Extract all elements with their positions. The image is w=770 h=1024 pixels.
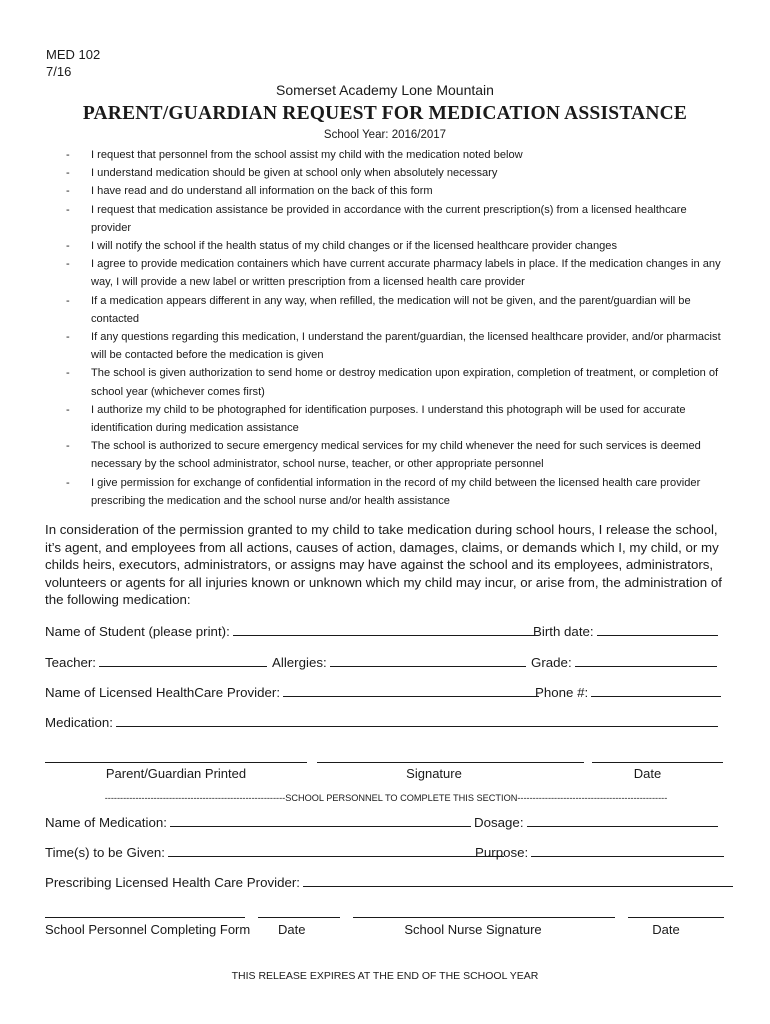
purpose-line[interactable]: [531, 844, 724, 857]
medication-label: Medication:: [45, 715, 113, 730]
personnel-date-line[interactable]: [258, 917, 340, 918]
term-text: I give permission for exchange of confidential information in the record of my child between the licensed health care provider prescribing the medication and the school nurse and/or health assistance: [91, 476, 701, 507]
term-text: I have read and do understand all information on the back of this form: [91, 185, 433, 198]
birth-date-label: Birth date:: [533, 624, 594, 639]
term-item: [66, 437, 726, 473]
bullet-dash: -: [66, 240, 70, 253]
term-item: [66, 182, 726, 200]
student-name-line[interactable]: [233, 623, 537, 636]
term-text: I authorize my child to be photographed for identification purposes. I understand this photograph will be used for accurate identification during medication assistance: [91, 403, 686, 435]
term-item: [66, 292, 726, 328]
term-text: I understand medication should be given at school only when absolutely necessary: [91, 167, 498, 180]
form-date: 7/16: [46, 64, 72, 79]
school-year: School Year: 2016/2017: [323, 129, 447, 141]
dosage-field[interactable]: [474, 814, 718, 830]
school-name: Somerset Academy Lone Mountain: [276, 82, 494, 98]
bullet-dash: -: [66, 331, 70, 344]
personnel-signature-caption: School Personnel Completing Form: [45, 922, 251, 937]
birth-date-line[interactable]: [597, 623, 718, 636]
parent-date-caption: Date: [633, 766, 662, 781]
grade-field[interactable]: [531, 654, 717, 670]
bullet-dash: -: [66, 258, 70, 271]
bullet-dash: -: [66, 294, 70, 307]
grade-label: Grade:: [531, 655, 572, 670]
form-title: PARENT/GUARDIAN REQUEST FOR MEDICATION ASSISTANCE: [82, 103, 688, 124]
student-name-label: Name of Student (please print):: [45, 624, 230, 639]
term-text: If a medication appears different in any way, when refilled, the medication will not be given, and the parent/guardian will be contacted: [91, 294, 691, 325]
bullet-dash: -: [66, 167, 70, 180]
bullet-dash: -: [66, 403, 70, 416]
birth-date-field[interactable]: [533, 623, 718, 639]
purpose-field[interactable]: [475, 844, 724, 860]
term-text: I request that medication assistance be provided in accordance with the current prescription(s) from a licensed healthcare provider: [91, 203, 687, 234]
term-item: [66, 201, 726, 237]
medication-name-line[interactable]: [170, 814, 471, 827]
provider-line[interactable]: [283, 684, 539, 697]
teacher-field[interactable]: [45, 654, 267, 670]
provider-label: Name of Licensed HealthCare Provider:: [45, 685, 281, 700]
phone-line[interactable]: [591, 684, 721, 697]
phone-label: Phone #:: [535, 685, 589, 700]
term-text: I will notify the school if the health status of my child changes or if the licensed healthcare provider changes: [91, 240, 618, 253]
parent-printed-line[interactable]: [45, 762, 307, 763]
term-item: [66, 255, 726, 291]
bullet-dash: -: [66, 185, 70, 198]
personnel-date-caption: Date: [278, 922, 306, 937]
medication-name-label: Name of Medication:: [45, 815, 167, 830]
times-label: Time(s) to be Given:: [45, 845, 165, 860]
purpose-label: Purpose:: [475, 845, 529, 860]
parent-signature-caption: Signature: [406, 766, 462, 781]
dosage-label: Dosage:: [474, 815, 524, 830]
parent-date-line[interactable]: [592, 762, 723, 763]
allergies-line[interactable]: [330, 654, 526, 667]
medication-line[interactable]: [116, 714, 718, 727]
release-paragraph: In consideration of the permission granted to my child to take medication during school hours, I release the school, it’s agent, and employees from all actions, causes of action, damages, claims, or demands which I, my child, or my childs heirs, executors, administrators, or assigns may have against the school and its employees, administrators, volunteers or agents for all injuries known or unknown which my child may incur, or arise from, the administration of the following medication:: [45, 522, 722, 608]
prescriber-field[interactable]: [45, 874, 733, 890]
dosage-line[interactable]: [527, 814, 718, 827]
term-item: [66, 237, 726, 255]
term-text: The school is authorized to secure emergency medical services for my child whenever the need for such services is deemed necessary by the school administrator, school nurse, teacher, or other appropriate personnel: [91, 440, 701, 471]
bullet-dash: -: [66, 476, 70, 489]
expiry-notice: THIS RELEASE EXPIRES AT THE END OF THE SCHOOL YEAR: [231, 970, 539, 982]
bullet-dash: -: [66, 440, 70, 453]
teacher-line[interactable]: [99, 654, 267, 667]
grade-line[interactable]: [575, 654, 717, 667]
parent-printed-caption: Parent/Guardian Printed: [105, 766, 247, 781]
medication-field[interactable]: [45, 714, 718, 730]
bullet-dash: -: [66, 367, 70, 380]
personnel-signature-line[interactable]: [45, 917, 245, 918]
term-item: [66, 164, 726, 182]
bullet-dash: -: [66, 203, 70, 216]
school-section-divider: -----------------------------------------------------------SCHOOL PERSONNEL TO COMPLETE THIS SECTION-------------------------------------------------: [104, 793, 668, 803]
parent-signature-line[interactable]: [317, 762, 584, 763]
nurse-date-line[interactable]: [628, 917, 724, 918]
term-item: [66, 364, 726, 400]
term-item: [66, 328, 726, 364]
student-name-field[interactable]: [45, 623, 537, 639]
allergies-field[interactable]: [272, 654, 526, 670]
times-field[interactable]: [45, 844, 504, 860]
medication-name-field[interactable]: [45, 814, 471, 830]
term-item: [66, 146, 726, 164]
term-item: [66, 401, 726, 437]
times-line[interactable]: [168, 844, 504, 857]
nurse-signature-line[interactable]: [353, 917, 615, 918]
terms-list: [66, 146, 726, 510]
form-code: MED 102: [46, 47, 101, 62]
phone-field[interactable]: [535, 684, 721, 700]
provider-field[interactable]: [45, 684, 539, 700]
term-text: If any questions regarding this medication, I understand the parent/guardian, the licensed healthcare provider, and/or pharmacist will be contacted before the medication is given: [91, 331, 721, 362]
term-text: I request that personnel from the school assist my child with the medication noted below: [91, 149, 523, 161]
allergies-label: Allergies:: [272, 655, 327, 670]
term-item: [66, 474, 726, 510]
prescriber-label: Prescribing Licensed Health Care Provider:: [45, 875, 300, 890]
nurse-signature-caption: School Nurse Signature: [404, 922, 542, 937]
term-text: The school is given authorization to send home or destroy medication upon expiration, completion of treatment, or completion of school year (whichever comes first): [91, 367, 719, 398]
prescriber-line[interactable]: [303, 874, 733, 887]
bullet-dash: -: [66, 149, 70, 161]
term-text: I agree to provide medication containers which have current accurate pharmacy labels in place. If the medication changes in any way, I will provide a new label or written prescription from a licensed health care provider: [91, 258, 721, 289]
nurse-date-caption: Date: [652, 922, 680, 937]
teacher-label: Teacher:: [45, 655, 96, 670]
